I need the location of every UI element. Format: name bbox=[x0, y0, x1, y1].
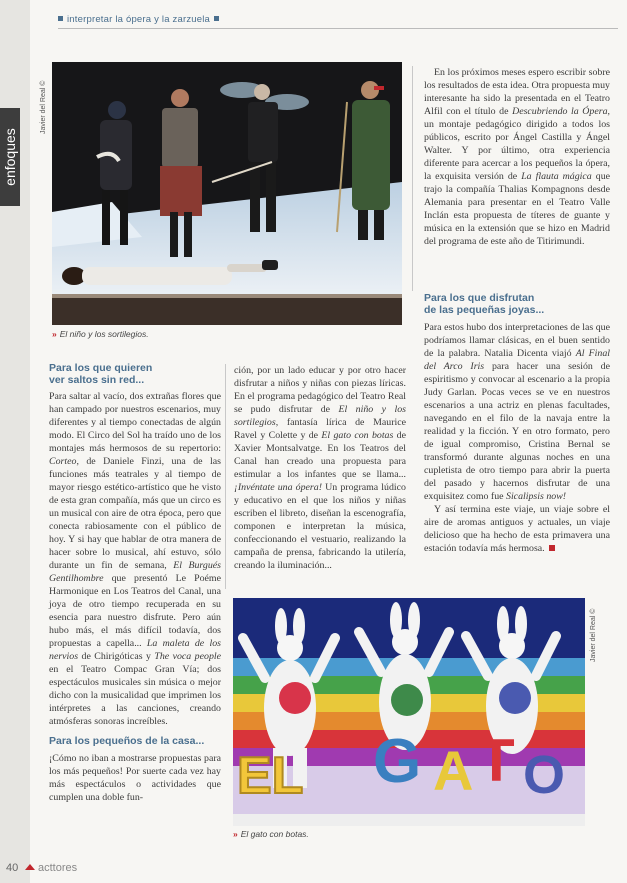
text-run-italic: The voca people bbox=[154, 651, 222, 662]
column-rule bbox=[412, 66, 413, 291]
section-tab bbox=[0, 108, 20, 206]
text-run-italic: El gato con botas bbox=[321, 430, 394, 441]
text-run: de Chirigóticas y bbox=[78, 651, 155, 662]
text-run-italic: Descubriendo la Ópera bbox=[512, 106, 608, 117]
photo-credit: Javier del Real © bbox=[40, 80, 47, 134]
photo-nino-sortilegios bbox=[52, 62, 402, 325]
photo-gato-con-botas bbox=[233, 598, 585, 826]
article-column-right-bottom bbox=[424, 292, 610, 555]
sign-letter-t: T bbox=[478, 727, 515, 794]
section-heading: Para los pequeños de la casa... bbox=[49, 735, 205, 747]
heading-line: Para los que disfrutan bbox=[424, 292, 535, 304]
running-head bbox=[58, 14, 219, 25]
brand-name: acttores bbox=[38, 862, 78, 874]
sign-letter-g: G bbox=[373, 727, 422, 796]
sign-letter-o: O bbox=[523, 745, 566, 805]
brand-logo-icon bbox=[25, 862, 35, 872]
header-rule bbox=[58, 28, 618, 29]
heading-line: ver saltos sin red... bbox=[49, 374, 145, 386]
text-run: ción, por un lado educar y por otro hacer disfrutar a niños y niñas con piezas líricas. En el programa pedagógico del Teatro Real se pudo disfrutar de bbox=[234, 365, 406, 415]
text-run-italic: Corteo bbox=[49, 456, 77, 467]
article-column-right-top bbox=[424, 66, 610, 248]
photo-caption: » El niño y los sortilegios. bbox=[52, 329, 149, 339]
text-run: de Xavier Montsalvatge. En los Teatros del Canal han creado una propuesta para estimular a los infantes que se llama... bbox=[234, 430, 406, 480]
running-head-text: interpretar la ópera y la zarzuela bbox=[67, 14, 211, 25]
text-run: para hacer una sesión de espiritismo y convocar al escenario a la propia Judy Garlan. Pocas veces se ve en nuestros escenarios a una actriz en plenas facultades, navegando en el filo de la navaja entre la realidad y la ficción. Y en otro formato, pero de igual compromiso, Cristina Bernal se transformó durante algunas noches en una cupletista de otro tiempo para abrir la puerta del pasado y hacernos disfrutar de una exquisitez como fue bbox=[424, 361, 610, 502]
column-rule bbox=[225, 364, 226, 589]
bullet-square-icon bbox=[58, 16, 63, 21]
end-mark-icon bbox=[549, 545, 555, 551]
article-column-middle bbox=[234, 364, 406, 572]
text-run: que trajo la compañía Thalias Kompagnons desde Alemania para presentar en el Teatro Valle Inclán esta propuesta de títeres de guante y música en la extensión que se hizo en Madrid del programa de este año de Titirimundi. bbox=[424, 171, 611, 247]
text-run: en el Teatro Compac Gran Vía; dos espectáculos musicales sin música o mejor dicho con la musicalidad que imprimen los intérpretes a las canciones, creando atmósferas sonoras increíbles. bbox=[49, 664, 221, 727]
heading-line: de las pequeñas joyas... bbox=[424, 304, 545, 316]
text-run-italic: La maleta de los nervios bbox=[49, 638, 222, 662]
heading-line: Para los que quieren bbox=[49, 362, 153, 374]
photo-credit: Javier del Real © bbox=[590, 608, 597, 662]
text-run-italic: ¡Invéntate una ópera! bbox=[234, 482, 322, 493]
section-tab-label: enfoques bbox=[2, 128, 18, 186]
section-heading bbox=[49, 362, 221, 386]
text-run: Y así termina este viaje, un viaje sobre el aire de aromas antiguos y actuales, un viaje delicioso que ha hecho de esta primavera una estación todavía más hermosa. bbox=[424, 504, 610, 554]
bullet-square-icon bbox=[214, 16, 219, 21]
sign-letter-a: A bbox=[433, 739, 474, 802]
text-run: Para saltar al vacío, dos extrañas flores que han campado por nuestros escenarios, muy diferentes y al tiempo conectadas de algún modo. El Circo del Sol ha traído uno de los montajes más hermosos de su repertorio: bbox=[49, 391, 221, 454]
text-run-italic: El niño y los sortilegios bbox=[234, 404, 406, 428]
text-run: ¡Cómo no iban a mostrarse propuestas para los más pequeños! Por suerte cada vez hay más espectáculos o actividades que cumplen una doble fun- bbox=[49, 753, 221, 803]
text-run: , de Daniele Finzi, una de las funciones más teatrales y al tiempo de mayor riesgo estético-artístico que he visto de esta gran compañía, más que un circo es un musical con aire de otra época, pero que conecta rabiosamente con el público de hoy. Y si hay que hablar de otra manera de hacer sobre lo musical, ahí estuvo, sólo durante un fin de semana, bbox=[49, 456, 221, 571]
photo-caption-text: El gato con botas. bbox=[240, 829, 309, 839]
text-run-italic: El Burgués Gentilhombre bbox=[49, 560, 221, 584]
text-run-italic: Sicalipsis now! bbox=[506, 491, 567, 502]
photo-caption: » El gato con botas. bbox=[233, 829, 309, 839]
text-run: que presentó Le Poéme Harmonique en Los Teatros del Canal, una joya de otro tiempo recuperada en su esencia para nuestro disfrute. Pero aún hubo más, el más difícil todavía, dos propuestas a capella... bbox=[49, 573, 221, 649]
stage-scene-illustration bbox=[52, 62, 402, 325]
text-run: Para estos hubo dos interpretaciones de las que podríamos llamar clásicas, en el buen sentido de la palabra. Natalia Dicenta viajó bbox=[424, 322, 610, 359]
text-run: , fantasía lírica de Maurice Ravel y Colette y de bbox=[234, 417, 406, 441]
page-number: 40 bbox=[6, 862, 19, 874]
photo-caption-text: El niño y los sortilegios. bbox=[59, 329, 149, 339]
text-run: En los próximos meses espero escribir sobre los resultados de esta idea. Otra propuesta muy interesante ha sido la presentada en el Teatro Alfil con el título de bbox=[424, 67, 610, 117]
text-run-italic: La flauta mágica bbox=[521, 171, 592, 182]
sign-letters-el: EL bbox=[237, 747, 304, 805]
article-column-left bbox=[49, 362, 221, 804]
text-run-italic: Al Final del Arco Iris bbox=[424, 348, 611, 372]
section-heading bbox=[424, 292, 610, 316]
text-run: Un programa lúdico y educativo en el que los niños y niñas escriben el libreto, diseñan la escenografía, componen e interpretan la música, confeccionando el vestuario, realizando la campaña de prensa, fabricando la utilería, creando la iluminación... bbox=[234, 482, 406, 571]
text-run: , un montaje pedagógico dirigido a todos los públicos, escrito por Ángel Castilla y Ángel Walter. Y por último, otra experiencia diferente para acercar a los pequeños la ópera, la exquisita versión de bbox=[424, 106, 610, 182]
